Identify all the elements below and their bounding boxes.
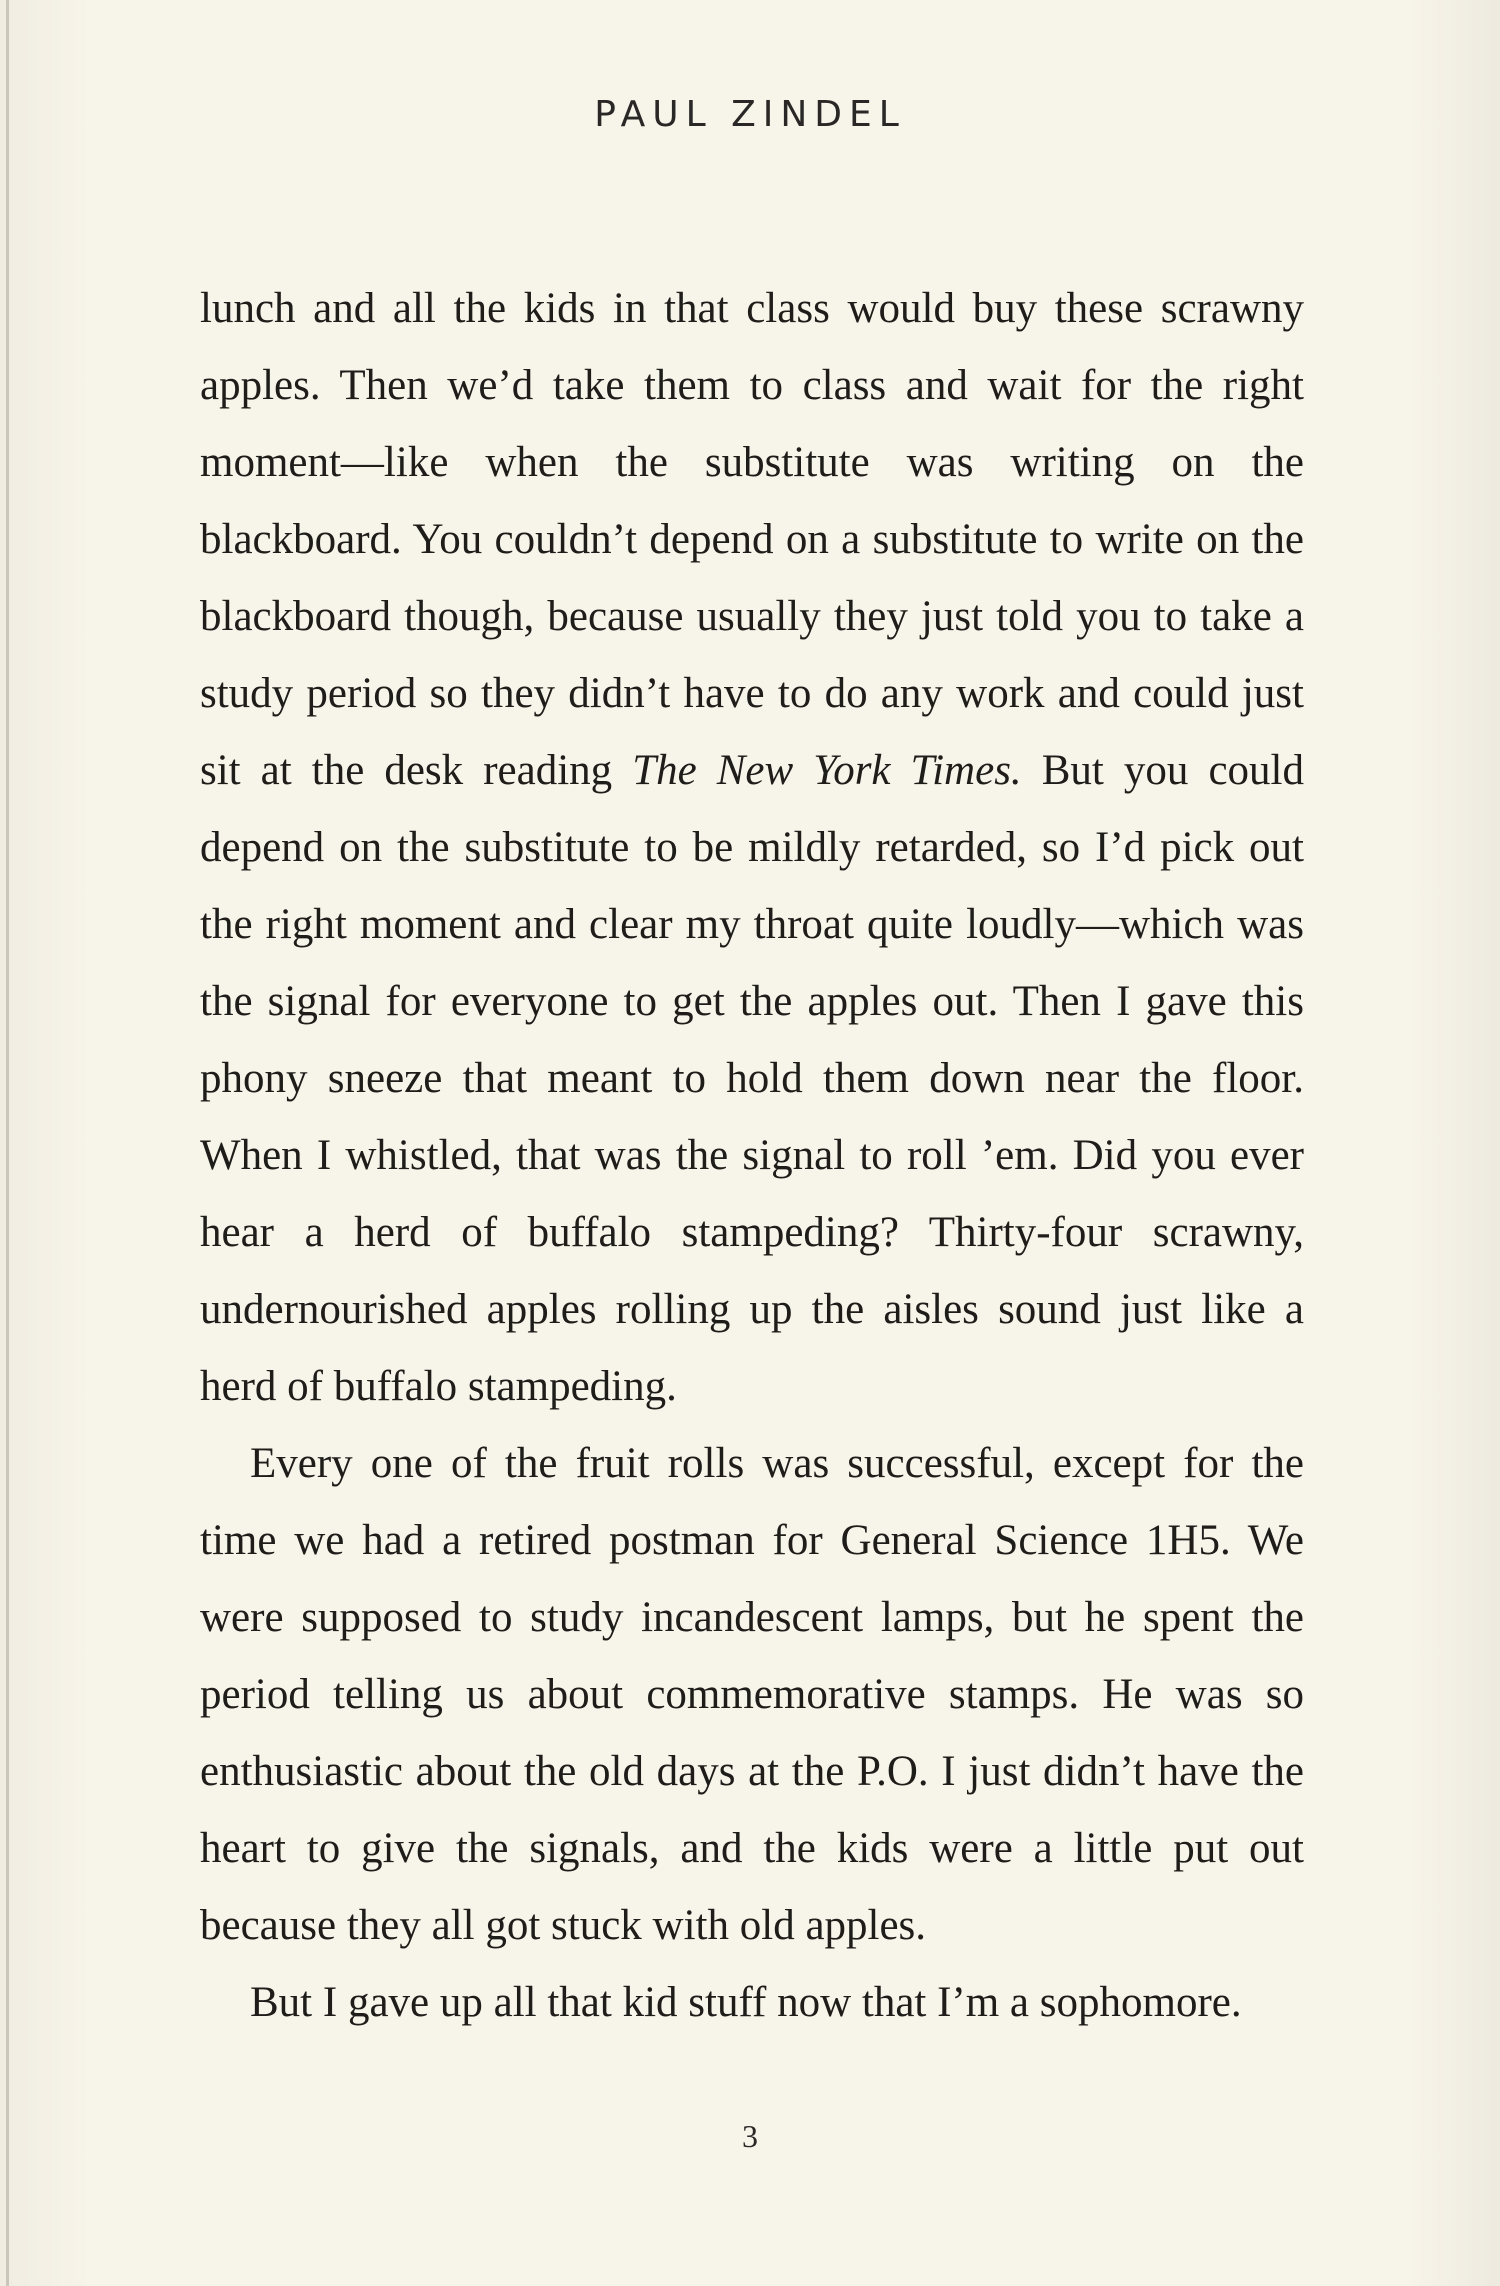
page-edge-shadow <box>6 0 9 2286</box>
paragraph-3: But I gave up all that kid stuff now that I’m a sophomore. <box>250 1979 1242 2026</box>
running-head: PAUL ZINDEL <box>594 94 906 135</box>
page-number: 3 <box>742 2118 758 2154</box>
paragraph-1-text-before-title: lunch and all the kids in that class would buy these scrawny apples. Then we’d take them to class and wait for the right moment—like when the substitute was writing on the blackboard. You couldn’t depend on a substitute to write on the blackboard though, because usually they just told you to take a study period so they didn’t have to do any work and could just sit at the desk reading <box>200 285 1304 794</box>
paragraph-1-text-after-title: But you could depend on the substitute to be mildly retarded, so I’d pick out the right moment and clear my throat quite loudly—which was the signal for everyone to get the apples out. Then I gave this phony sneeze that meant to hold them down near the floor. When I whistled, that was the signal to roll ’em. Did you ever hear a herd of buffalo stampeding? Thirty-four scrawny, undernourished apples rolling up the aisles sound just like a herd of buffalo stampeding. <box>200 747 1304 1410</box>
newspaper-title: The New York Times. <box>632 747 1022 794</box>
body-text <box>200 270 1304 2041</box>
paragraph-2: Every one of the fruit rolls was successful, except for the time we had a retired postman for General Science 1H5. We were supposed to study incandescent lamps, but he spent the period telling us about commemorative stamps. He was so enthusiastic about the old days at the P.O. I just didn’t have the heart to give the signals, and the kids were a little put out because they all got stuck with old apples. <box>200 1440 1304 1949</box>
paragraph-1 <box>200 270 1304 1425</box>
